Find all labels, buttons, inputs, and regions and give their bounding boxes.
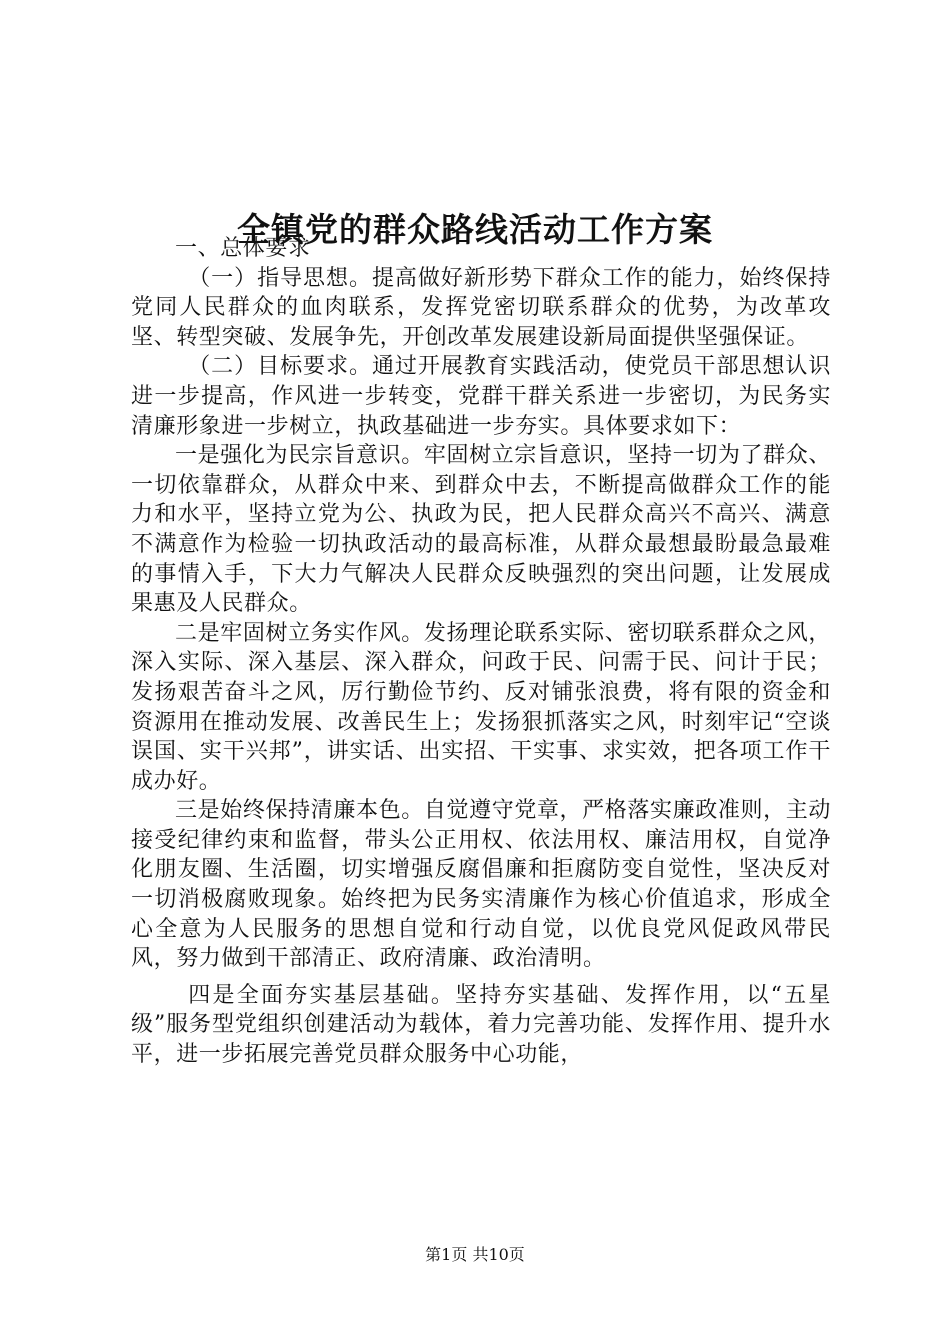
paragraph-target-requirements: （二）目标要求。通过开展教育实践活动，使党员干部思想认识进一步提高，作风进一步转变，党群干群关系进一步密切，为民务实清廉形象进一步树立，执政基础进一步夯实。具体要求如下： (131, 354, 831, 439)
paragraph-item-one: 一是强化为民宗旨意识。牢固树立宗旨意识，坚持一切为了群众、一切依靠群众，从群众中来、到群众中去，不断提高做群众工作的能力和水平，坚持立党为公、执政为民，把人民群众高兴不高兴、满意不满意作为检验一切执政活动的最高标准，从群众最想最盼最急最难的事情入手，下大力气解决人民群众反映强烈的突出问题，让发展成果惠及人民群众。 (131, 443, 831, 617)
section-heading-general-requirements: 一、总体要求 (175, 236, 311, 261)
paragraph-item-three: 三是始终保持清廉本色。自觉遵守党章，严格落实廉政准则，主动接受纪律约束和监督，带头公正用权、依法用权、廉洁用权，自觉净化朋友圈、生活圈，切实增强反腐倡廉和拒腐防变自觉性，坚决反对一切消极腐败现象。始终把为民务实清廉作为核心价值追求，形成全心全意为人民服务的思想自觉和行动自觉，以优良党风促政风带民风，努力做到干部清正、政府清廉、政治清明。 (131, 798, 831, 972)
page-footer: 第1页 共10页 (425, 1245, 525, 1264)
paragraph-item-two: 二是牢固树立务实作风。发扬理论联系实际、密切联系群众之风，深入实际、深入基层、深入群众，问政于民、问需于民、问计于民；发扬艰苦奋斗之风，厉行勤俭节约、反对铺张浪费，将有限的资金和资源用在推动发展、改善民生上；发扬狠抓落实之风，时刻牢记“空谈误国、实干兴邦”，讲实话、出实招、干实事、求实效，把各项工作干成办好。 (131, 620, 831, 794)
paragraph-guiding-thought: （一）指导思想。提高做好新形势下群众工作的能力，始终保持党同人民群众的血肉联系，发挥党密切联系群众的优势，为改革攻坚、转型突破、发展争先，开创改革发展建设新局面提供坚强保证。 (131, 265, 831, 350)
document-title: 全镇党的群众路线活动工作方案 (237, 210, 713, 250)
paragraph-item-four: 四是全面夯实基层基础。坚持夯实基础、发挥作用，以“五星级”服务型党组织创建活动为载体，着力完善功能、发挥作用、提升水平，进一步拓展完善党员群众服务中心功能， (131, 982, 831, 1068)
document-body (131, 234, 831, 1070)
